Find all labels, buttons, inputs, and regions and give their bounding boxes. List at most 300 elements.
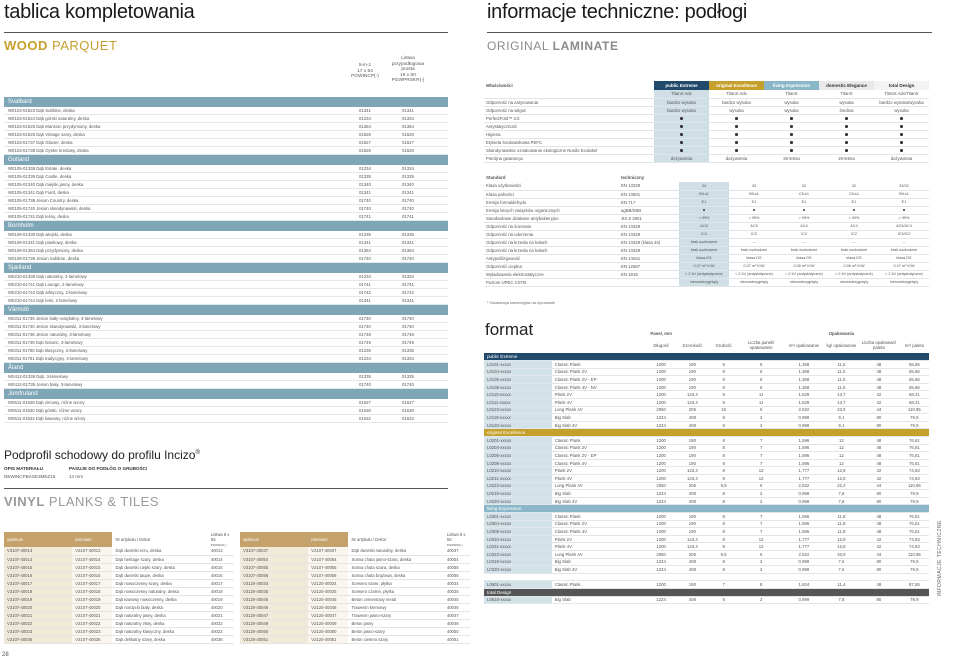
feature-dot-icon: [845, 133, 848, 136]
vinyl-cell: V2107-40020: [72, 603, 112, 611]
property-value: wysoka: [874, 106, 929, 114]
skirting-code: 01627: [402, 400, 414, 405]
vinyl-heading: [4, 494, 159, 509]
format-head-cell: [900, 330, 929, 337]
profile-skirting-size: 16 x 60: [400, 72, 416, 78]
format-cell: L0101-xxxxx: [484, 361, 552, 369]
format-cell: 1224: [646, 558, 677, 566]
wood-parquet-heading: [4, 38, 117, 53]
format-cell: 6: [739, 482, 783, 490]
format-cell: 1224: [646, 490, 677, 498]
collection-header: Sjælland: [4, 263, 448, 273]
format-cell: 80: [858, 414, 900, 422]
format-cell: 48: [858, 452, 900, 460]
format-cell: 7: [739, 512, 783, 520]
format-cell: 1,824: [783, 581, 825, 589]
profile-5in1-code: 01626: [359, 148, 371, 153]
format-cell: 0,999: [783, 414, 825, 422]
format-cell: 1200: [646, 368, 677, 376]
format-cell: 7,5: [825, 558, 858, 566]
format-cell: 12: [825, 452, 858, 460]
std-empty-head: [879, 173, 929, 182]
feature-dot-icon: [753, 209, 756, 212]
vinyl-head-c1: [4, 532, 72, 547]
vinyl-row: [240, 555, 470, 563]
format-cell: 1200: [646, 437, 677, 445]
props-row: [484, 154, 929, 162]
profile-5in1-code: 01740: [359, 256, 371, 261]
property-value: [764, 138, 819, 146]
std-value: brak uszkodzeń: [879, 246, 929, 254]
format-cell: 190: [677, 452, 708, 460]
std-norm: EN 1815: [619, 270, 679, 278]
product-name: W0210-01742 Dąb arktyczny, 2-lamelowy: [8, 290, 88, 295]
feature-dot-icon: [845, 117, 848, 120]
format-cell: L0223-xxxxx: [484, 482, 552, 490]
std-property: Odporność na uderzenia: [484, 230, 619, 238]
product-name: W0412-01739 Jesion biały, 3-lamelowy: [8, 382, 83, 387]
left-title-rule: [4, 32, 448, 33]
format-cell: L0105-xxxxx: [484, 376, 552, 384]
format-row: [484, 399, 929, 407]
vinyl-heading-light: PLANKS & TILES: [48, 494, 160, 509]
vinyl-cell: V3107-40037: [240, 547, 308, 555]
product-name: W0108-01341 Dąb piaskowy, deska: [8, 240, 77, 245]
vinyl-cell: V2120-40049: [308, 619, 348, 627]
std-value: Cfl-s1: [779, 190, 829, 198]
std-property: Klasa palności: [484, 190, 619, 198]
format-cell: 79,9: [900, 497, 929, 505]
vinyl-cell: 40034: [444, 579, 470, 587]
format-cell: 123,4: [677, 391, 708, 399]
profile-5in1-code: 01749: [359, 340, 371, 345]
std-value: Cfl-s1: [829, 190, 879, 198]
property-value: średnia: [819, 106, 874, 114]
property-value: [654, 114, 709, 122]
format-cell: 80: [858, 490, 900, 498]
format-cell: L0323-xxxxx: [484, 550, 552, 558]
format-cell: 1200: [646, 452, 677, 460]
page-number: 28: [2, 652, 9, 658]
vinyl-cell: V2107-40018: [72, 587, 112, 595]
vinyl-cell: 40013: [208, 547, 234, 555]
std-value: < 2 kV (antystatyczne): [879, 270, 929, 278]
format-cell: 110,95: [900, 482, 929, 490]
std-value: brak uszkodzeń: [679, 238, 729, 246]
catalog-row: [4, 399, 448, 407]
std-value: klasa DS: [829, 254, 879, 262]
property-value: dożywotnia: [654, 154, 709, 162]
format-cell: 2: [739, 414, 783, 422]
format-cell: 190: [677, 512, 708, 520]
skirting-code: 01334: [402, 356, 414, 361]
property-value: [709, 146, 764, 154]
format-cell: Classic Plank 4V: [552, 459, 646, 467]
std-value: IC3: [729, 230, 779, 238]
profile-5in1-code: 01335: [359, 374, 371, 379]
format-column-head: m²/ paleta: [904, 342, 924, 348]
format-cell: 44: [858, 406, 900, 414]
product-name: W0108-01339 Dąb wiejski, deska: [8, 232, 72, 237]
props-sub-row: [484, 90, 929, 98]
skirting-code: 01335: [402, 174, 414, 179]
format-cell: 11,8: [825, 512, 858, 520]
format-cell: 2: [739, 490, 783, 498]
product-name: W0311-01740 Jesion skandynawski, 3-lamelowy: [8, 324, 101, 329]
format-cell: 80: [858, 558, 900, 566]
vinyl-cell: Trawenin kremowy: [348, 603, 443, 611]
props-row: [484, 98, 929, 106]
property-value: [764, 114, 819, 122]
format-row: [484, 512, 929, 520]
catalog-row: [4, 315, 448, 323]
std-empty-head: [829, 173, 879, 182]
format-table: [484, 330, 929, 604]
collection-column-head: public Extreme: [654, 81, 709, 90]
format-cell: Classic Plank 2V: [552, 368, 646, 376]
product-name: W0108-01354 Dąb przydymiony, deska: [8, 248, 83, 253]
format-row: [484, 581, 929, 589]
std-value: > 99%: [879, 214, 929, 222]
format-collection-row: [484, 429, 929, 437]
vinyl-row: [240, 627, 470, 635]
vinyl-row: [4, 555, 234, 563]
format-cell: 1,777: [783, 535, 825, 543]
format-row: [484, 391, 929, 399]
feature-dot-icon: [735, 117, 738, 120]
format-cell: 42: [858, 467, 900, 475]
std-empty-head: [729, 173, 779, 182]
catalog-row: [4, 165, 448, 173]
format-cell: 1224: [646, 414, 677, 422]
profile-5in1-code: 01626: [359, 132, 371, 137]
format-row: [484, 520, 929, 528]
property-label: Odporność na zarysowania: [484, 98, 654, 106]
vinyl-head-c2: [72, 532, 112, 547]
format-cell: 9: [708, 414, 739, 422]
std-value: brak uszkodzeń: [779, 246, 829, 254]
property-value: [819, 130, 874, 138]
format-collection-row: [484, 588, 929, 596]
profile-5in1-code: 01335: [359, 174, 371, 179]
std-value: 32: [779, 182, 829, 190]
vinyl-cell: V3107-40020: [4, 603, 72, 611]
std-norm: EN 13329: [619, 230, 679, 238]
format-cell: 1,777: [783, 543, 825, 551]
format-cell: 74,63: [900, 535, 929, 543]
std-value: nierozstrzygnięty: [829, 278, 879, 286]
std-norm: agBB/DIBt: [619, 206, 679, 214]
feature-dot-icon: [845, 141, 848, 144]
std-value: 0,07 m² K/W: [679, 262, 729, 270]
vinyl-header-row: [4, 532, 234, 547]
vinyl-cell: 40051: [444, 635, 470, 643]
property-value: [654, 146, 709, 154]
vinyl-cell: Sorwero czarne, płytka: [348, 587, 443, 595]
format-cell: 1224: [646, 421, 677, 429]
vinyl-row: [240, 619, 470, 627]
format-cell: 9: [708, 361, 739, 369]
side-section-label: INFORMACJE TECHNICZNE: [937, 520, 943, 597]
format-cell: L0518-xxxxx: [484, 596, 552, 604]
vinyl-cell: Beton jasno-szary: [348, 627, 443, 635]
format-row: [484, 497, 929, 505]
vinyl-row: [4, 619, 234, 627]
feature-dot-icon: [790, 117, 793, 120]
std-value: E1: [879, 198, 929, 206]
property-label: Potrójna gwarancja: [484, 154, 654, 162]
vinyl-cell: V3120-40046: [240, 603, 308, 611]
vinyl-cell: V3120-40047: [240, 611, 308, 619]
vinyl-cell: V2107-40013: [72, 547, 112, 555]
std-label-head: Standard: [486, 175, 506, 180]
feature-dot-icon: [900, 133, 903, 136]
std-value: IC2: [779, 230, 829, 238]
property-value: wysoka: [819, 98, 874, 106]
std-norm: EN 717: [619, 198, 679, 206]
property-value: [819, 122, 874, 130]
format-cell: Classic Plank: [552, 512, 646, 520]
format-cell: 123,4: [677, 535, 708, 543]
profile-5in1-code: 01354: [359, 124, 371, 129]
catalog-row: [4, 339, 448, 347]
std-value: nierozstrzygnięty: [779, 278, 829, 286]
format-cell: 6: [739, 368, 783, 376]
format-collection-name: public Extreme: [484, 353, 929, 361]
format-collection-row: [484, 353, 929, 361]
props-row: [484, 106, 929, 114]
format-cell: Plank 2V: [552, 535, 646, 543]
format-cell: 408: [677, 566, 708, 574]
vinyl-row: [4, 587, 234, 595]
format-cell: 1200: [646, 444, 677, 452]
feature-dot-icon: [680, 117, 683, 120]
format-cell: 1200: [646, 399, 677, 407]
format-cell: Long Plank 4V: [552, 482, 646, 490]
profile-5in1-code: 01630: [359, 408, 371, 413]
vinyl-cell: V2107-40015: [72, 563, 112, 571]
format-row: [484, 459, 929, 467]
format-cell: 80: [858, 421, 900, 429]
vinyl-cell: 40014: [208, 555, 234, 563]
incizo-col1-head: OPIS MATERIAŁU: [4, 466, 43, 471]
std-value: 0,07 m² K/W: [729, 262, 779, 270]
std-value: klasa DS: [779, 254, 829, 262]
format-cell: 6: [739, 406, 783, 414]
std-value: AC5: [729, 222, 779, 230]
std-value: E1: [779, 198, 829, 206]
incizo-col2-value: 14 mm: [69, 474, 84, 479]
format-cell: Classic Plank 2V: [552, 520, 646, 528]
vinyl-cell: Dąb kawowy nowoczesny, deska: [112, 595, 207, 603]
format-cell: 79,9: [900, 414, 929, 422]
format-cell: 2050: [646, 482, 677, 490]
vinyl-cell: Dąb nowoczesny naturalny, deska: [112, 587, 207, 595]
property-value: bardzo wysoka: [709, 98, 764, 106]
format-collection-name: original Excellence: [484, 429, 929, 437]
skirting-code: 01740: [402, 256, 414, 261]
format-cell: 9: [708, 399, 739, 407]
format-cell: 7: [739, 444, 783, 452]
product-name: W0311-01750 Dąb klasyczny, 3-lamelowy: [8, 348, 88, 353]
property-label: Etykieta środowiskowa PEFC: [484, 138, 654, 146]
vinyl-cell: V2107-40019: [72, 595, 112, 603]
product-name: W0210-01744 Dąb letni, 2-lamelowy: [8, 298, 78, 303]
vinyl-cell: V2120-40047: [308, 611, 348, 619]
format-cell: 1200: [646, 376, 677, 384]
vinyl-head-c3: [348, 532, 443, 547]
format-cell: 8: [708, 543, 739, 551]
laminate-heading-bold: LAMINATE: [552, 39, 619, 53]
feature-dot-icon: [900, 125, 903, 128]
format-cell: 1200: [646, 581, 677, 589]
format-cell: 12: [739, 535, 783, 543]
catalog-row: [4, 181, 448, 189]
std-value: E1: [829, 198, 879, 206]
format-collection-name: total Design: [484, 588, 929, 596]
vinyl-cell: Beton ciemno szary: [348, 635, 443, 643]
vinyl-cell: 40021: [208, 611, 234, 619]
format-cell: 190: [677, 444, 708, 452]
skirting-code: 01630: [402, 408, 414, 413]
format-cell: 190: [677, 459, 708, 467]
vinyl-cell: 40036: [208, 635, 234, 643]
std-property: Odporność na krzesła na kołach: [484, 238, 619, 246]
std-value: [879, 206, 929, 214]
std-value: < 2 kV (antystatyczne): [729, 270, 779, 278]
profile-5in1-code: 01741: [359, 282, 371, 287]
format-cell: L0318-xxxxx: [484, 558, 552, 566]
std-row: [484, 270, 929, 278]
vinyl-row: [4, 547, 234, 555]
format-cell: 408: [677, 497, 708, 505]
skirting-code: 01740: [402, 382, 414, 387]
skirting-code: 01334: [402, 166, 414, 171]
format-cell: 1200: [646, 361, 677, 369]
format-cell: Plank 2V: [552, 467, 646, 475]
format-cell: 1,596: [783, 437, 825, 445]
std-norm: [619, 278, 679, 286]
property-value: [874, 114, 929, 122]
format-cell: 2,522: [783, 406, 825, 414]
skirting-code: 01632: [402, 416, 414, 421]
std-row: [484, 230, 929, 238]
vinyl-cell: V2107-40023: [72, 627, 112, 635]
vinyl-cell: Beton jasny: [348, 619, 443, 627]
format-cell: Plank 4V: [552, 399, 646, 407]
feature-dot-icon: [845, 125, 848, 128]
format-head-cell: [739, 330, 783, 337]
std-norm: EN 13329: [619, 182, 679, 190]
vinyl-cell: 40018: [208, 587, 234, 595]
std-value: AC4: [829, 222, 879, 230]
format-cell: Classic Plank: [552, 581, 646, 589]
catalog-row: [4, 323, 448, 331]
vinyl-cell: V3107-40014: [4, 555, 72, 563]
format-cell: 80: [858, 596, 900, 604]
feature-dot-icon: [703, 209, 706, 212]
format-cell: 190: [677, 368, 708, 376]
empty-cell: [484, 90, 654, 98]
format-cell: 0,999: [783, 497, 825, 505]
catalog-row: [4, 347, 448, 355]
property-value: [819, 114, 874, 122]
format-cell: 2,522: [783, 482, 825, 490]
std-value: [779, 206, 829, 214]
property-value: bardzo wysoka: [654, 106, 709, 114]
format-cell: 7,8: [825, 596, 858, 604]
format-row: [484, 406, 929, 414]
format-cell: L0601-xxxxx: [484, 581, 552, 589]
format-cell: 22,2: [825, 482, 858, 490]
format-row: [484, 535, 929, 543]
format-cell: 205: [677, 482, 708, 490]
std-value: [729, 206, 779, 214]
format-cell: 9: [708, 376, 739, 384]
format-row: [484, 368, 929, 376]
feature-dot-icon: [735, 149, 738, 152]
props-header-row: [484, 81, 929, 90]
std-row: [484, 238, 929, 246]
format-cell: L0304-xxxxx: [484, 520, 552, 528]
std-value: nierozstrzygnięty: [729, 278, 779, 286]
format-cell: L0204-xxxxx: [484, 444, 552, 452]
format-cell: L0301-xxxxx: [484, 512, 552, 520]
vinyl-cell: Dąb naturalny klasyczny, deska: [112, 627, 207, 635]
product-name: W0105-01338 Dąb Estate, deska: [8, 166, 72, 171]
format-row: [484, 596, 929, 604]
std-value: IC3/IC2: [879, 230, 929, 238]
format-cell: 0,999: [783, 490, 825, 498]
format-cell: 1,368: [783, 383, 825, 391]
props-row: [484, 138, 929, 146]
product-name: W0511-01630 Dąb górski, różne wzory: [8, 408, 82, 413]
catalog-row: [4, 407, 448, 415]
feature-dot-icon: [735, 141, 738, 144]
incizo-registered-mark: ®: [195, 450, 200, 456]
std-value: 0,06 m² K/W: [779, 262, 829, 270]
catalog-row: [4, 213, 448, 221]
format-cell: 8: [708, 512, 739, 520]
format-column-head: Szerokość: [682, 342, 703, 348]
format-cell: 0,999: [783, 566, 825, 574]
surface-tech: TitanX: [819, 90, 874, 98]
skirting-code: 01740: [402, 316, 414, 321]
format-cell: 79,9: [900, 490, 929, 498]
std-property: Emisja lotnych związków organicznych: [484, 206, 619, 214]
std-value: 33: [729, 182, 779, 190]
format-cell: 1200: [646, 459, 677, 467]
format-cell: 2050: [646, 550, 677, 558]
format-cell: L0111-xxxxx: [484, 399, 552, 407]
product-name: W0103-01625 Dąb Mansion przydymiony, deska: [8, 124, 101, 129]
feature-dot-icon: [790, 149, 793, 152]
vinyl-cell: 40022: [208, 619, 234, 627]
vinyl-row: [4, 627, 234, 635]
format-cell: 76,61: [900, 452, 929, 460]
format-cell: Plank 4V: [552, 475, 646, 483]
product-name: W0105-01341 Dąb Fiord, deska: [8, 190, 69, 195]
format-cell: 1,629: [783, 399, 825, 407]
catalog-row: [4, 131, 448, 139]
vinyl-cell: 40045: [444, 595, 470, 603]
format-column-head: Długość: [653, 342, 669, 348]
format-cell: Big Slab: [552, 414, 646, 422]
format-cell: L0308-xxxxx: [484, 528, 552, 536]
format-cell: 7: [739, 452, 783, 460]
format-cell: Big Slab 4V: [552, 566, 646, 574]
std-value: > 99%: [729, 214, 779, 222]
